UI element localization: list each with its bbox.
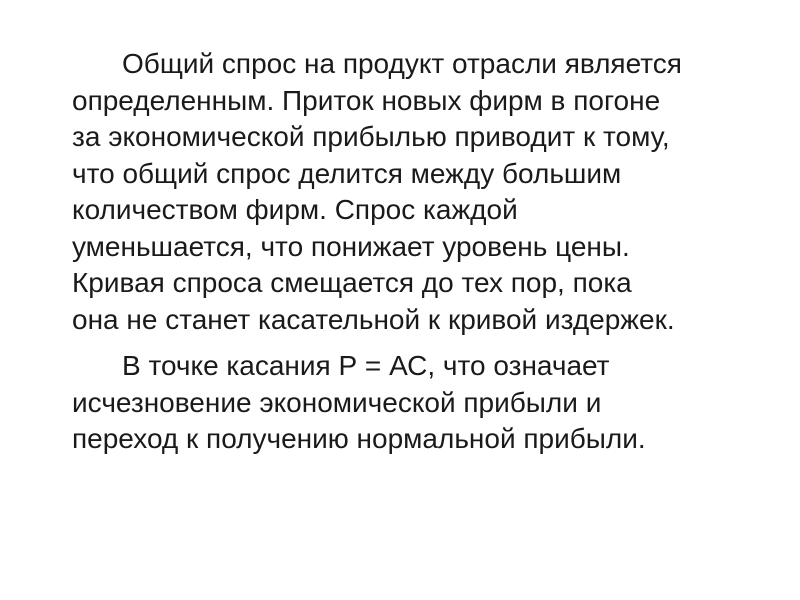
text-line: что общий спрос делится между большим: [72, 157, 622, 189]
text-line: определенным. Приток новых фирм в погоне: [72, 84, 661, 116]
slide-text-block: [72, 46, 762, 468]
paragraph-free-entry: [72, 46, 762, 338]
text-line: В точке касания Р = АС, что означает: [122, 350, 610, 381]
text-line: переход к получению нормальной прибыли.: [72, 423, 646, 454]
text-line: Общий спрос на продукт отрасли является: [122, 48, 682, 79]
text-line: исчезновение экономической прибыли и: [72, 386, 602, 418]
text-line: количеством фирм. Спрос каждой: [72, 194, 518, 225]
text-line: уменьшается, что понижает уровень цены.: [72, 230, 630, 262]
paragraph-tangency-point: [72, 348, 762, 458]
text-line: Кривая спроса смещается до тех пор, пока: [72, 267, 632, 298]
text-line: за экономической прибылью приводит к тому,: [72, 121, 670, 152]
text-line: она не станет касательной к кривой издержек.: [72, 303, 675, 335]
